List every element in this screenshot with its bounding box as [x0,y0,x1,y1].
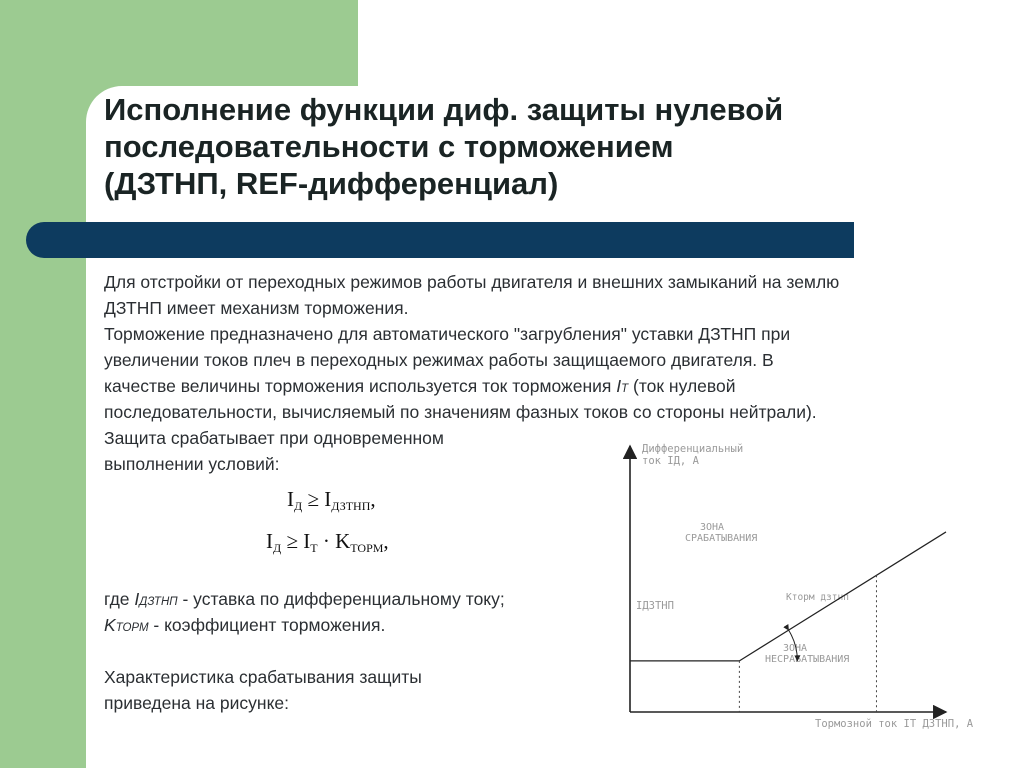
body-line-8: выполнении условий: [104,454,280,474]
restraint-slope-line [739,532,946,661]
zone-block-label-1: ЗОНА [783,643,808,654]
body-line-7: Защита срабатывает при одновременном [104,428,444,448]
body-line-5-tail: (ток нулевой [628,376,736,396]
where-1-subscript: ДЗТНП [139,596,178,608]
slope-label: Kторм дзтнп [786,592,849,603]
body-line-1: Для отстройки от переходных режимов работы двигателя и внешних замыканий на землю [104,272,840,292]
char-line-1: Характеристика срабатывания защиты [104,667,422,687]
title-line-1: Исполнение функции диф. защиты нулевой [104,92,784,127]
formula-2-k-sub: ТОРМ [350,541,384,555]
zone-operate-label-2: СРАБАТЫВАНИЯ [685,533,758,544]
char-line-2: приведена на рисунке: [104,693,290,713]
y-axis-label-1: Дифференциальный [642,443,744,455]
formula-1-rhs-sub: ДЗТНП [331,499,371,513]
formula-2-lhs-sub: Д [273,541,282,555]
body-line-4: увеличении токов плеч в переходных режимах работы защищаемого двигателя. В [104,350,774,370]
x-axis-label: Тормозной ток IТ ДЗТНП, А [815,718,974,730]
y-axis-label-2: ток IД, А [642,455,699,467]
body-line-5-text: качестве величины торможения используется ток торможения [104,376,617,396]
body-line-6: последовательности, вычисляемый по значениям фазных токов со стороны нейтрали). [104,402,817,422]
formula-1-lhs-sub: Д [294,499,303,513]
formula-1-end: , [370,487,376,511]
body-line-2: ДЗТНП имеет механизм торможения. [104,298,409,318]
where-1-symbol: I [134,589,140,609]
where-2-symbol: K [104,615,116,635]
zone-operate-label-1: ЗОНА [700,522,725,533]
formula-2-rhs: I [303,529,311,553]
formula-2-lhs: I [266,529,273,553]
formula-1-op: ≥ [307,487,319,511]
where-2-subscript: ТОРМ [115,622,149,634]
zone-block-label-2: НЕСРАБАТЫВАНИЯ [765,654,850,665]
where-2-text: - коэффициент торможения. [148,615,386,635]
formula-2-k: K [335,529,351,553]
formula-1-lhs: I [287,487,294,511]
threshold-label: IДЗТНП [636,600,674,612]
formula-2-op: ≥ [286,529,298,553]
body-line-3: Торможение предназначено для автоматического "загрубления" уставки ДЗТНП при [104,324,791,344]
formula-2-rhs-sub: Т [310,541,318,555]
where-1-text: - уставка по дифференциальному току; [177,589,505,609]
formula-1-rhs: I [324,487,332,511]
title-line-2: последовательности с торможением [104,129,674,164]
formula-2-end: , [383,529,389,553]
brake-current-symbol: I [616,376,622,396]
where-1-prefix: где [104,589,135,609]
brake-current-subscript: Т [621,383,629,395]
formula-2-dot: · [322,529,330,553]
title-line-3: (ДЗТНП, REF-дифференциал) [104,166,559,201]
